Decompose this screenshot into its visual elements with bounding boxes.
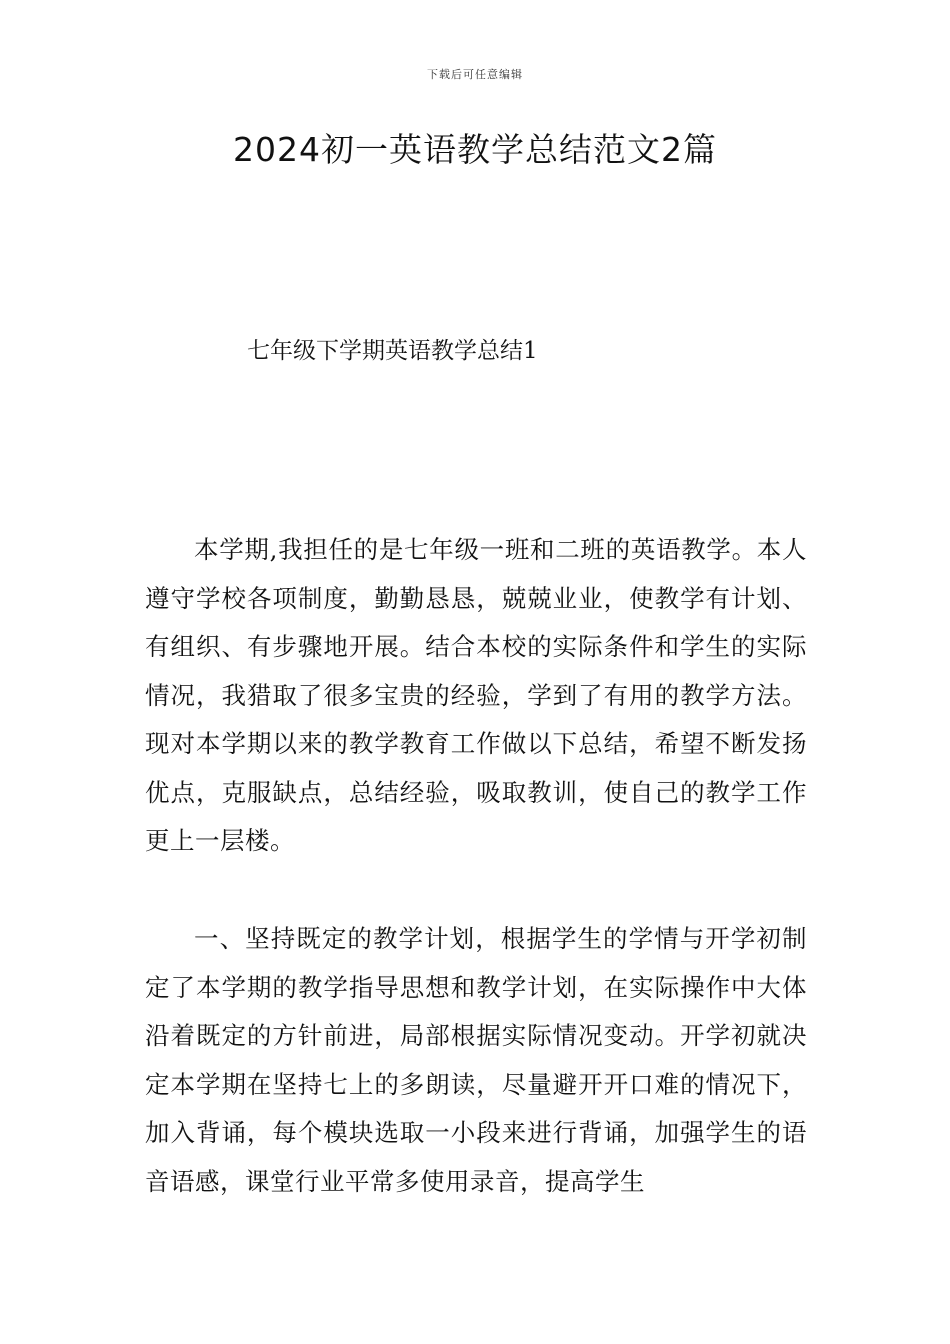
header-note: 下载后可任意编辑	[427, 68, 523, 81]
document-title: 2024初一英语教学总结范文2篇	[233, 130, 717, 169]
body-paragraph-2: 一、坚持既定的教学计划，根据学生的学情与开学初制定了本学期的教学指导思想和教学计划，在实际操作中大体沿着既定的方针前进，局部根据实际情况变动。开学初就决定本学期在坚持七上的多朗读，尽量避开开口难的情况下，加入背诵，每个模块选取一小段来进行背诵，加强学生的语音语感，课堂行业平常多使用录音，提高学生	[145, 924, 807, 1196]
section-heading: 七年级下学期英语教学总结1	[247, 338, 538, 364]
body-paragraph-1: 本学期,我担任的是七年级一班和二班的英语教学。本人遵守学校各项制度，勤勤恳恳，兢兢业业，使教学有计划、有组织、有步骤地开展。结合本校的实际条件和学生的实际情况，我猎取了很多宝贵的经验，学到了有用的教学方法。现对本学期以来的教学教育工作做以下总结，希望不断发扬优点，克服缺点，总结经验，吸取教训，使自己的教学工作更上一层楼。	[145, 535, 807, 855]
